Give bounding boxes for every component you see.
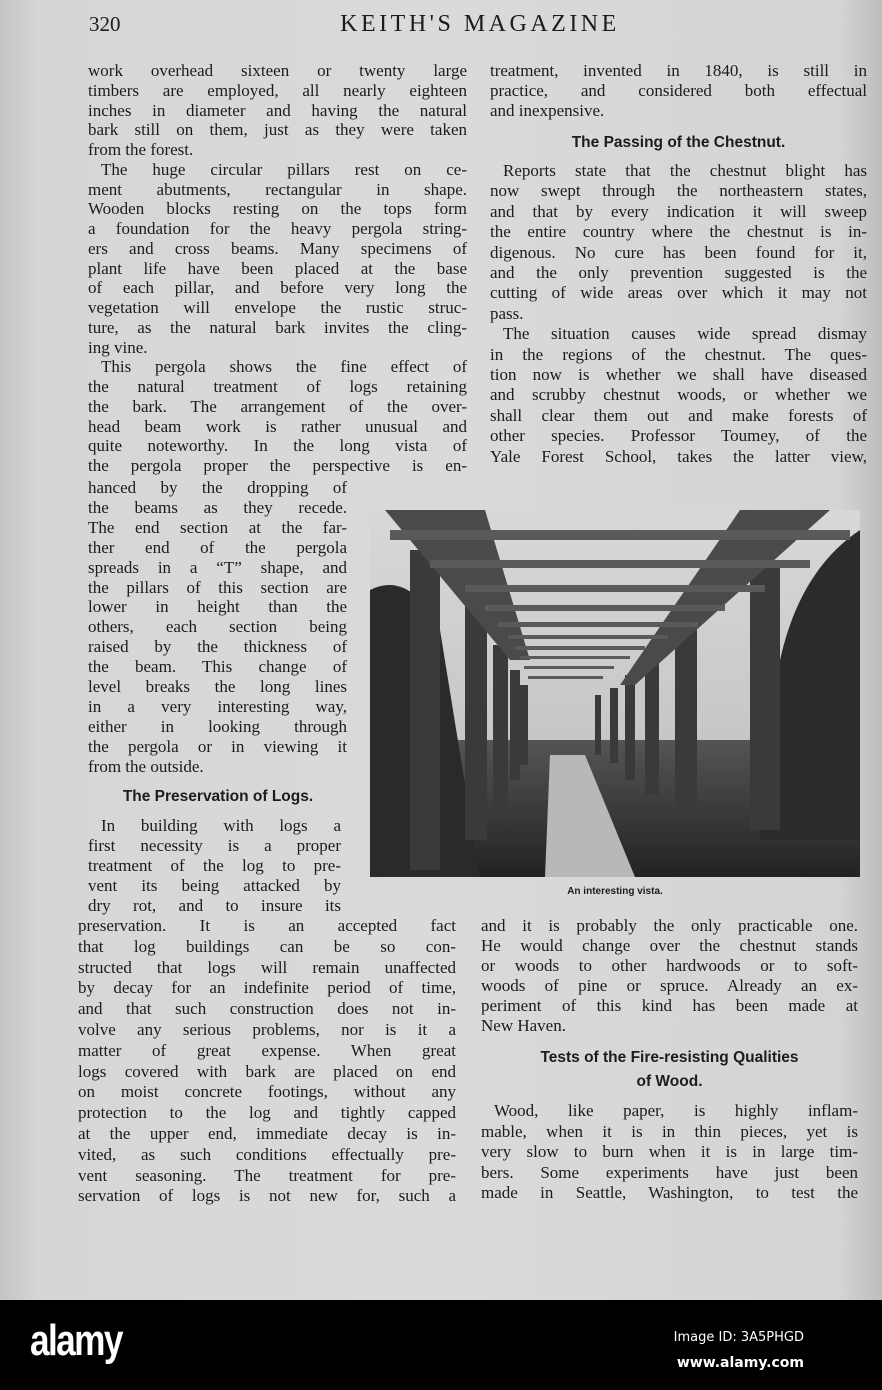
text-line: periment of this kind has been made at	[481, 996, 858, 1015]
text-line: others, each section being	[88, 617, 347, 637]
text-line: made in Seattle, Washington, to test the	[481, 1183, 858, 1203]
text-line: plant life have been placed at the base	[88, 258, 467, 278]
text-line: from the outside.	[88, 756, 204, 776]
text-line: level breaks the long lines	[88, 677, 347, 696]
text-line: Reports state that the chestnut blight has	[503, 161, 867, 180]
text-line: The situation causes wide spread dismay	[503, 324, 867, 344]
text-line: ture, as the natural bark invites the cling-	[88, 317, 467, 337]
text-line: the bark. The arrangement of the over-	[88, 396, 467, 416]
alamy-logo: alamy	[30, 1316, 122, 1365]
text-line: raised by the thickness of	[88, 637, 347, 657]
text-line: practice, and considered both effectual	[490, 80, 867, 100]
text-line: ing vine.	[88, 337, 148, 357]
text-line: Wooden blocks resting on the tops form	[88, 199, 467, 219]
text-line: the entire country where the chestnut is in-	[490, 222, 867, 242]
text-line: mable, when it is in thin pieces, yet is	[481, 1121, 858, 1141]
text-line: The end section at the far-	[88, 517, 347, 537]
watermark-footer	[0, 1300, 882, 1390]
text-line: the natural treatment of logs retaining	[88, 377, 467, 396]
text-line: shall clear them out and make forests of	[490, 405, 867, 425]
text-line: servation of logs is not new for, such a	[78, 1186, 456, 1206]
text-line: ther end of the pergola	[88, 537, 347, 557]
text-line: lower in height than the	[88, 597, 347, 617]
text-line: in the regions of the chestnut. The ques-	[490, 344, 867, 364]
text-line: tion now is whether we shall have diseased	[490, 365, 867, 384]
text-line: and that by every indication it will sweep	[490, 201, 867, 221]
heading-preservation-of-logs: The Preservation of Logs.	[122, 788, 314, 805]
alamy-url: www.alamy.com	[676, 1355, 804, 1371]
text-line: by decay for an indefinite period of time,	[78, 978, 456, 998]
text-line: vent its being attacked by	[88, 876, 341, 895]
text-line: and that such construction does not in-	[78, 999, 456, 1019]
text-line: and scrubby chestnut woods, or whether we	[490, 385, 867, 405]
text-line: the pergola proper the perspective is en-	[88, 456, 467, 475]
text-line: treatment of the log to pre-	[88, 856, 341, 875]
text-line: first necessity is a proper	[88, 836, 341, 855]
heading-passing-of-chestnut: The Passing of the Chestnut.	[571, 134, 786, 151]
text-line: at the upper end, immediate decay is in-	[78, 1124, 456, 1143]
text-line: either in looking through	[88, 716, 347, 736]
text-line: that log buildings can be so con-	[78, 936, 456, 956]
text-line: Wood, like paper, is highly inflam-	[494, 1101, 858, 1120]
text-line: vegetation will envelope the rustic struc-	[88, 298, 467, 317]
text-line: digenous. No cure has been found for it,	[490, 242, 867, 262]
text-line: inches in diameter and having the natural	[88, 100, 467, 120]
text-line: ers and cross beams. Many specimens of	[88, 238, 467, 258]
text-line: a foundation for the heavy pergola string-	[88, 219, 467, 238]
text-line: vited, as such conditions effectually pre-	[78, 1144, 456, 1164]
text-line: Yale Forest School, takes the latter view,	[490, 446, 867, 466]
text-line: or woods to other hardwoods or to soft-	[481, 956, 858, 975]
image-id: Image ID: 3A5PHGD	[673, 1330, 804, 1345]
text-line: the pillars of this section are	[88, 577, 347, 597]
text-line: the pergola or in viewing it	[88, 736, 347, 756]
text-line: on moist concrete footings, without any	[78, 1082, 456, 1102]
text-line: woods of pine or spruce. Already an ex-	[481, 976, 858, 995]
text-line: the beams as they recede.	[88, 497, 347, 517]
heading-fire-resisting-line1: Tests of the Fire-resisting Qualities	[540, 1049, 799, 1066]
text-line: vent seasoning. The treatment for pre-	[78, 1165, 456, 1185]
text-line: work overhead sixteen or twenty large	[88, 61, 467, 80]
text-line: treatment, invented in 1840, is still in	[490, 61, 867, 80]
text-line: structed that logs will remain unaffected	[78, 957, 456, 977]
text-line: now swept through the northeastern states,	[490, 181, 867, 201]
text-line: hanced by the dropping of	[88, 478, 347, 497]
text-line: The huge circular pillars rest on ce-	[101, 159, 467, 179]
text-line: preservation. It is an accepted fact	[78, 916, 456, 935]
text-line: pass.	[490, 303, 524, 323]
text-line: ment abutments, rectangular in shape.	[88, 179, 467, 199]
text-line: bers. Some experiments have just been	[481, 1162, 858, 1182]
text-line: quite noteworthy. In the long vista of	[88, 436, 467, 456]
text-line: dry rot, and to insure its	[88, 896, 341, 915]
text-line: New Haven.	[481, 1016, 566, 1035]
text-line: very slow to burn when it is in large tim-	[481, 1142, 858, 1162]
text-line: protection to the log and tightly capped	[78, 1103, 456, 1123]
text-line: and inexpensive.	[490, 100, 605, 120]
heading-fire-resisting-line2: of Wood.	[636, 1073, 703, 1090]
page-number: 320	[89, 12, 121, 36]
text-line: from the forest.	[88, 140, 194, 159]
text-line: and the only prevention suggested is the	[490, 263, 867, 282]
text-line: volve any serious problems, nor is it a	[78, 1020, 456, 1039]
text-line: bark still on them, just as they were taken	[88, 120, 467, 140]
text-line: of each pillar, and before very long the	[88, 278, 467, 298]
text-line: timbers are employed, all nearly eighteen	[88, 80, 467, 100]
text-line: spreads in a “T” shape, and	[88, 557, 347, 577]
magazine-title: KEITH'S MAGAZINE	[340, 11, 620, 37]
text-line: in a very interesting way,	[88, 696, 347, 716]
text-line: other species. Professor Toumey, of the	[490, 426, 867, 446]
text-line: matter of great expense. When great	[78, 1040, 456, 1060]
text-line: logs covered with bark are placed on end	[78, 1061, 456, 1081]
text-line: In building with logs a	[101, 816, 341, 835]
pergola-photo	[370, 510, 860, 877]
text-line: cutting of wide areas over which it may not	[490, 283, 867, 303]
text-line: He would change over the chestnut stands	[481, 936, 858, 955]
text-line: head beam work is rather unusual and	[88, 416, 467, 436]
text-line: and it is probably the only practicable one.	[481, 916, 858, 935]
text-line: the beam. This change of	[88, 657, 347, 677]
text-line: This pergola shows the fine effect of	[101, 357, 467, 377]
photo-caption: An interesting vista.	[567, 886, 663, 897]
